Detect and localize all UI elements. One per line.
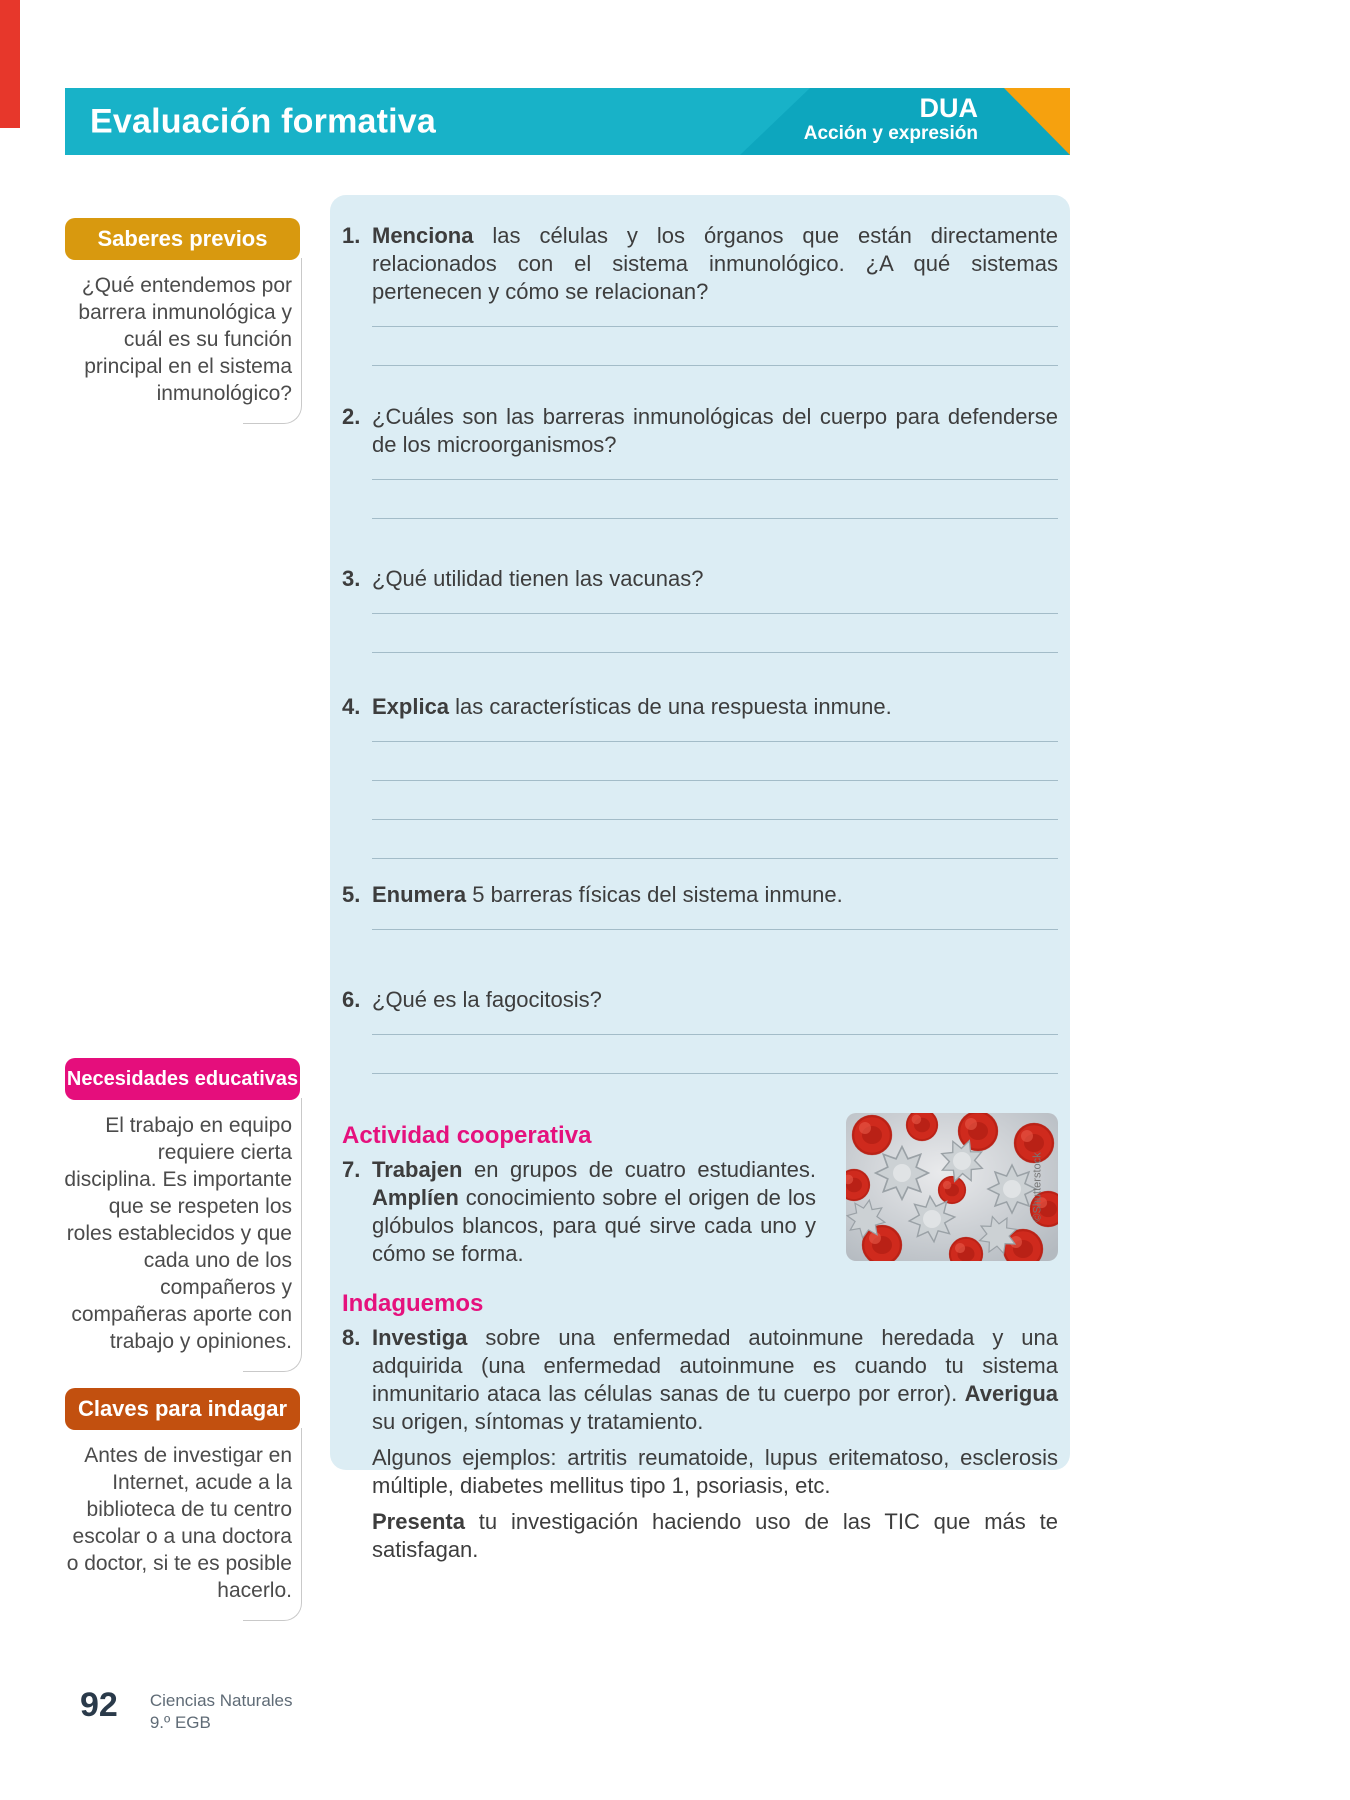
answer-line: [372, 593, 1058, 614]
question-8-paragraph-3: [372, 1508, 1058, 1564]
claves-para-indagar-text: Antes de investigar en Internet, acude a la biblioteca de tu centro escolar o a una doctora o doctor, si te es posible hacerlo.: [62, 1442, 292, 1604]
question-1: [342, 222, 1058, 306]
question-4-keyword: Explica: [372, 694, 450, 719]
photo-credit: ©Shutterstock: [1031, 1152, 1044, 1222]
question-5-answer-lines: [372, 909, 1058, 930]
footer-subject: Ciencias Naturales: [149, 1691, 293, 1710]
cooperative-activity-section: [342, 1122, 1058, 1268]
saberes-previos-title: Saberes previos: [97, 226, 268, 251]
question-2: [342, 403, 1058, 459]
header-band: [65, 88, 1070, 155]
question-6-number: 6.: [342, 987, 361, 1012]
question-7-body-2: conocimiento sobre el origen de los glóbulos blancos, para qué sirve cada uno y cómo se forma.: [372, 1185, 816, 1266]
question-8-keyword-3: Presenta: [372, 1509, 465, 1534]
question-1-keyword: Menciona: [372, 223, 474, 248]
question-4: [342, 693, 1058, 721]
question-6-answer-lines: [372, 1014, 1058, 1074]
answer-line: [372, 721, 1058, 742]
answer-line: [372, 781, 1058, 820]
necesidades-educativas-text: El trabajo en equipo requiere cierta disciplina. Es importante que se respeten los roles establecidos y que cada uno de los compañeros y compañeras aporte con trabajo y opiniones.: [62, 1112, 292, 1355]
question-7-text: [372, 1156, 816, 1268]
claves-para-indagar-badge: [65, 1388, 300, 1430]
question-8-body: [372, 1324, 1058, 1572]
question-7-number: 7.: [342, 1157, 361, 1182]
question-7-body-1: en grupos de cuatro estudiantes.: [462, 1157, 816, 1182]
footer-grade: 9.º EGB: [149, 1713, 211, 1733]
answer-line: [372, 1014, 1058, 1035]
question-7: [342, 1156, 816, 1268]
question-6-text: ¿Qué es la fagocitosis?: [372, 987, 602, 1012]
saberes-previos-text: ¿Qué entendemos por barrera inmunológica y cuál es su función principal en el sistema inmunológico?: [62, 272, 292, 407]
blood-cells-photo-wrap: [846, 1113, 1058, 1261]
question-8-text-1: sobre una enfermedad autoinmune heredada y una adquirida (una enfermedad autoinmune es cuando tu sistema inmunitario ataca las células sanas de tu cuerpo por error).: [372, 1325, 1058, 1406]
dua-block: [804, 94, 978, 145]
claves-para-indagar-title: Claves para indagar: [77, 1396, 288, 1421]
answer-line: [372, 459, 1058, 480]
question-4-text: [372, 693, 1058, 721]
question-7-keyword-2: Amplíen: [372, 1185, 459, 1210]
question-8: [342, 1324, 1058, 1572]
question-3-answer-lines: [372, 593, 1058, 653]
question-2-answer-lines: [372, 459, 1058, 519]
answer-line: [372, 742, 1058, 781]
necesidades-educativas-badge: [65, 1058, 300, 1100]
page-number: 92: [80, 1686, 118, 1724]
page-footer: [80, 1688, 293, 1734]
blood-cells-photo: [846, 1113, 1058, 1261]
question-8-paragraph-1: [372, 1324, 1058, 1436]
question-2-number: 2.: [342, 404, 361, 429]
question-1-body: las células y los órganos que están directamente relacionados con el sistema inmunológico. ¿A qué sistemas pertenecen y cómo se relacionan?: [372, 223, 1058, 304]
question-1-number: 1.: [342, 223, 361, 248]
answer-line: [372, 909, 1058, 930]
question-5-text: [372, 881, 1058, 909]
necesidades-educativas-title: Necesidades educativas: [66, 1067, 299, 1090]
question-5-body: 5 barreras físicas del sistema inmune.: [466, 882, 843, 907]
question-3: [342, 565, 1058, 593]
question-2-text: ¿Cuáles son las barreras inmunológicas del cuerpo para defenderse de los microorganismos?: [372, 404, 1058, 457]
blood-cells-illustration: [846, 1113, 1058, 1261]
answer-line: [372, 1035, 1058, 1074]
spine-red-strip: [0, 0, 20, 128]
question-6: [342, 986, 1058, 1014]
dua-sublabel: Acción y expresión: [803, 122, 978, 144]
answer-line: [372, 327, 1058, 366]
indaguemos-heading: Indaguemos: [342, 1290, 484, 1317]
question-4-number: 4.: [342, 694, 361, 719]
question-5: [342, 881, 1058, 909]
question-8-text-3: tu investigación haciendo uso de las TIC que más te satisfagan.: [372, 1509, 1058, 1562]
question-8-paragraph-2: Algunos ejemplos: artritis reumatoide, lupus eritematoso, esclerosis múltiple, diabetes mellitus tipo 1, psoriasis, etc.: [372, 1445, 1058, 1498]
questions-panel: [330, 195, 1070, 1562]
answer-line: [372, 480, 1058, 519]
question-1-answer-lines: [372, 306, 1058, 366]
question-5-number: 5.: [342, 882, 361, 907]
footer-meta: [150, 1690, 293, 1734]
question-5-keyword: Enumera: [372, 882, 467, 907]
question-1-text: [372, 222, 1058, 306]
saberes-previos-badge: [65, 218, 300, 260]
question-3-text: ¿Qué utilidad tienen las vacunas?: [372, 566, 704, 591]
question-8-keyword-1: Investiga: [372, 1325, 468, 1350]
question-8-keyword-2: Averigua: [964, 1381, 1058, 1406]
answer-line: [372, 820, 1058, 859]
question-3-number: 3.: [342, 566, 361, 591]
question-8-text-2: su origen, síntomas y tratamiento.: [372, 1409, 704, 1434]
dua-label: DUA: [919, 93, 978, 123]
page-title: Evaluación formativa: [90, 102, 437, 140]
cooperative-activity-heading: Actividad cooperativa: [342, 1122, 592, 1149]
question-4-body: las características de una respuesta inmune.: [449, 694, 892, 719]
question-8-number: 8.: [342, 1325, 361, 1350]
answer-line: [372, 614, 1058, 653]
question-4-answer-lines: [372, 721, 1058, 859]
answer-line: [372, 306, 1058, 327]
question-7-keyword-1: Trabajen: [372, 1157, 463, 1182]
